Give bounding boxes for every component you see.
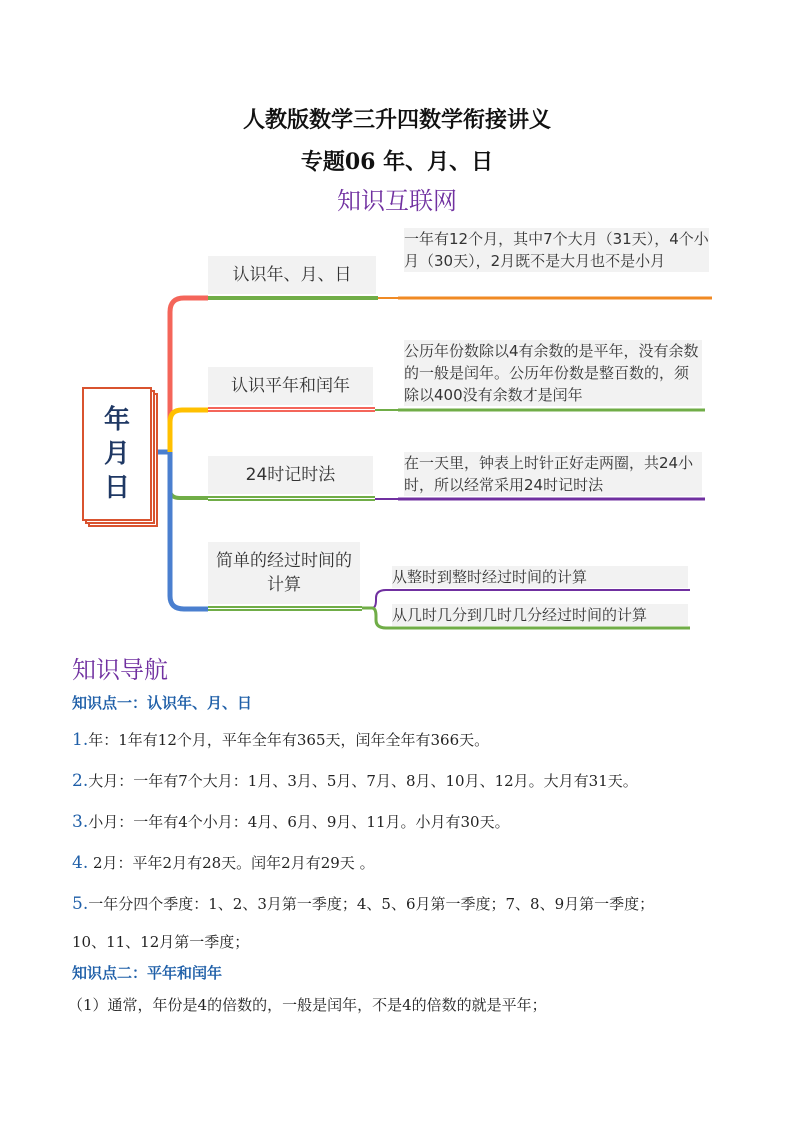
item-text: 大月：一年有7个大月：1月、3月、5月、7月、8月、10月、12月。大月有31天。 [88,772,638,790]
nav-item-2 [72,770,638,791]
item-text: 2月：平年2月有28天。闰年2月有29天 。 [88,854,375,872]
item-text: 一年分四个季度：1、2、3月第一季度；4、5、6月第一季度；7、8、9月第一季度； [88,895,655,913]
center-char-3: 日 [103,473,130,503]
center-char-1: 年 [103,405,130,435]
section-title-navigation: 知识导航 [72,656,168,684]
nav-item-1 [72,729,489,750]
item-number: 5. [72,894,89,914]
branch-label-year-month-day: 认识年、月、日 [208,256,376,294]
item-text: 小月：一年有4个小月：4月、6月、9月、11月。小月有30天。 [88,813,510,831]
mindmap-center-node [82,387,152,521]
document-title: 人教版数学三升四数学衔接讲义 [242,107,551,133]
item-number: 3. [72,812,89,832]
center-char-2: 月 [103,439,130,469]
nav-item-5 [72,893,654,914]
branch-label-24-hour: 24时记时法 [208,456,373,494]
item-text: 年：1年有12个月，平年全年有365天，闰年全年有366天。 [88,731,490,749]
item-text: 10、11、12月第一季度； [72,933,250,951]
section-title-mindmap: 知识互联网 [337,187,457,215]
branch-label-leap-year: 认识平年和闰年 [208,367,373,405]
kp2-line-1: （1）通常，年份是4的倍数的，一般是闰年，不是4的倍数的就是平年； [68,996,547,1014]
branch-label-elapsed-time: 简单的经过时间的计算 [208,542,360,604]
nav-item-3 [72,811,510,832]
item-number: 2. [72,771,89,791]
nav-item-4 [72,852,375,873]
topic-subtitle: 专题06 年、月、日 [300,149,494,175]
note-leap-year: 公历年份数除以4有余数的是平年，没有余数的一般是闰年。公历年份数是整百数的，须除以400没有余数才是闰年 [404,340,702,406]
nav-item-5-continued [72,931,249,952]
knowledge-point-2-title: 知识点二：平年和闰年 [72,964,223,982]
note-year-month-day: 一年有12个月，其中7个大月（31天），4个小月（30天），2月既不是大月也不是小月 [404,230,709,270]
note-elapsed-hours-minutes: 从几时几分到几时几分经过时间的计算 [392,604,688,626]
note-elapsed-whole-hours: 从整时到整时经过时间的计算 [392,566,688,588]
knowledge-point-1-title: 知识点一：认识年、月、日 [72,694,253,712]
note-24-hour: 在一天里，钟表上时针正好走两圈，共24小时，所以经常采用24时记时法 [404,452,702,496]
item-number: 1. [72,730,89,750]
item-number: 4. [72,853,89,873]
